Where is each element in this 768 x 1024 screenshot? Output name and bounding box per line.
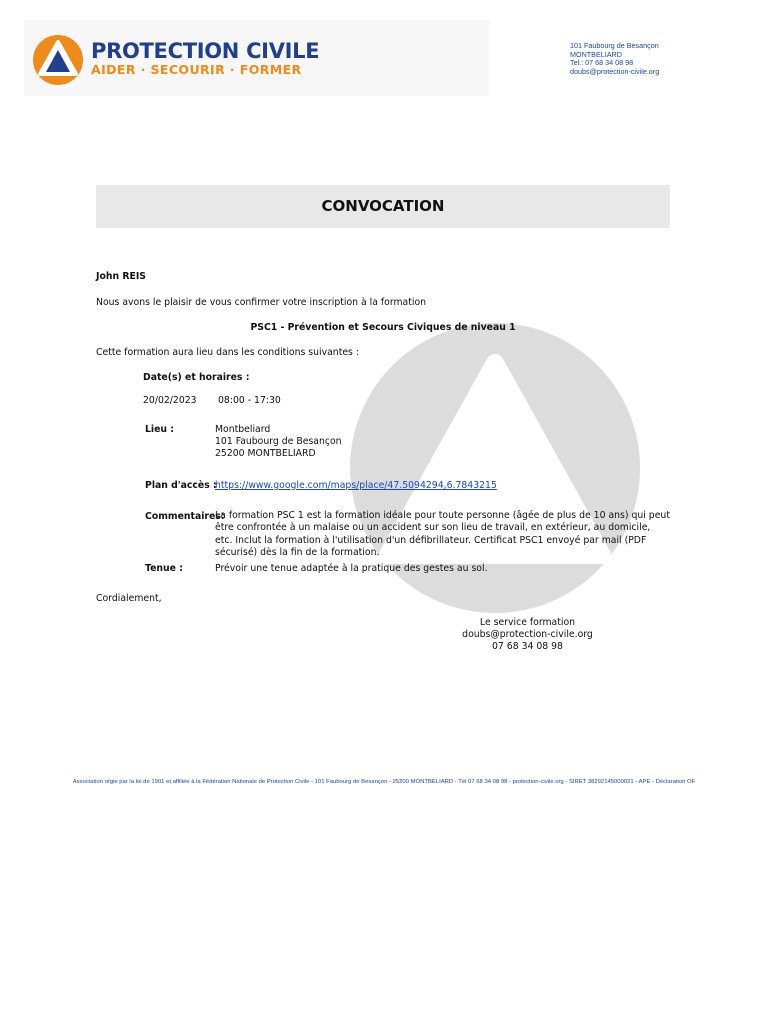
contact-phone: Tel.: 07 68 34 08 98 <box>570 58 634 68</box>
hours-value: 08:00 - 17:30 <box>218 395 281 406</box>
intro-text: Nous avons le plaisir de vous confirmer votre inscription à la formation <box>96 297 427 308</box>
logo-title: PROTECTION CIVILE <box>91 39 320 63</box>
signature-service: Le service formation <box>479 617 576 628</box>
recipient-name: John REIS <box>96 271 146 282</box>
contact-email: doubs@protection-civile.org <box>570 66 660 76</box>
header-logo <box>24 20 489 96</box>
lieu-line: 25200 MONTBELIARD <box>215 448 316 459</box>
map-link[interactable]: https://www.google.com/maps/place/47.5094294,6.7843215 <box>215 480 497 491</box>
footer-legal: Association régie par la loi de 1901 et affiliée à la Fédération Nationale de Protection Civile - 101 Faubourg de Besançon - 25200 MONTBELIARD - Tél 07 68 34 08 98 - protection-civile.org - SIRET 38292145000021 - APE - Déclaration OF <box>72 779 696 785</box>
plan-label: Plan d'accès : <box>145 480 217 491</box>
conditions-intro: Cette formation aura lieu dans les conditions suivantes : <box>96 347 359 358</box>
dates-label: Date(s) et horaires : <box>143 372 250 383</box>
title-band <box>96 185 670 228</box>
tenue-text: Prévoir une tenue adaptée à la pratique des gestes au sol. <box>215 563 488 574</box>
header-contact <box>570 42 659 76</box>
comments-text: La formation PSC 1 est la formation idéale pour toute personne (âgée de plus de 10 ans) qui peut être confrontée à un malaise ou un accident sur son lieu de travail, en extérieur, au domicile, etc. Inclut la formation à l'utilisation d'un défibrillateur. Certificat PSC1 envoyé par mail (PDF sécurisé) dès la fin de la formation. <box>215 510 670 559</box>
lieu-label: Lieu : <box>145 424 174 435</box>
signature-phone: 07 68 34 08 98 <box>492 641 563 652</box>
lieu-line: 101 Faubourg de Besançon <box>215 436 342 447</box>
protection-civile-emblem-icon <box>32 34 84 86</box>
closing-text: Cordialement, <box>96 593 162 604</box>
date-value: 20/02/2023 <box>143 395 197 406</box>
contact-address: 101 Faubourg de Besançon <box>570 41 659 50</box>
contact-city: MONTBELIARD <box>570 49 622 59</box>
lieu-line: Montbeliard <box>215 424 271 435</box>
signature-email: doubs@protection-civile.org <box>462 629 593 640</box>
page-title: CONVOCATION <box>321 197 445 215</box>
course-name: PSC1 - Prévention et Secours Civiques de niveau 1 <box>250 322 516 333</box>
logo-tagline: AIDER · SECOURIR · FORMER <box>91 62 302 77</box>
tenue-label: Tenue : <box>145 563 183 574</box>
comments-label: Commentaires: <box>145 511 225 522</box>
